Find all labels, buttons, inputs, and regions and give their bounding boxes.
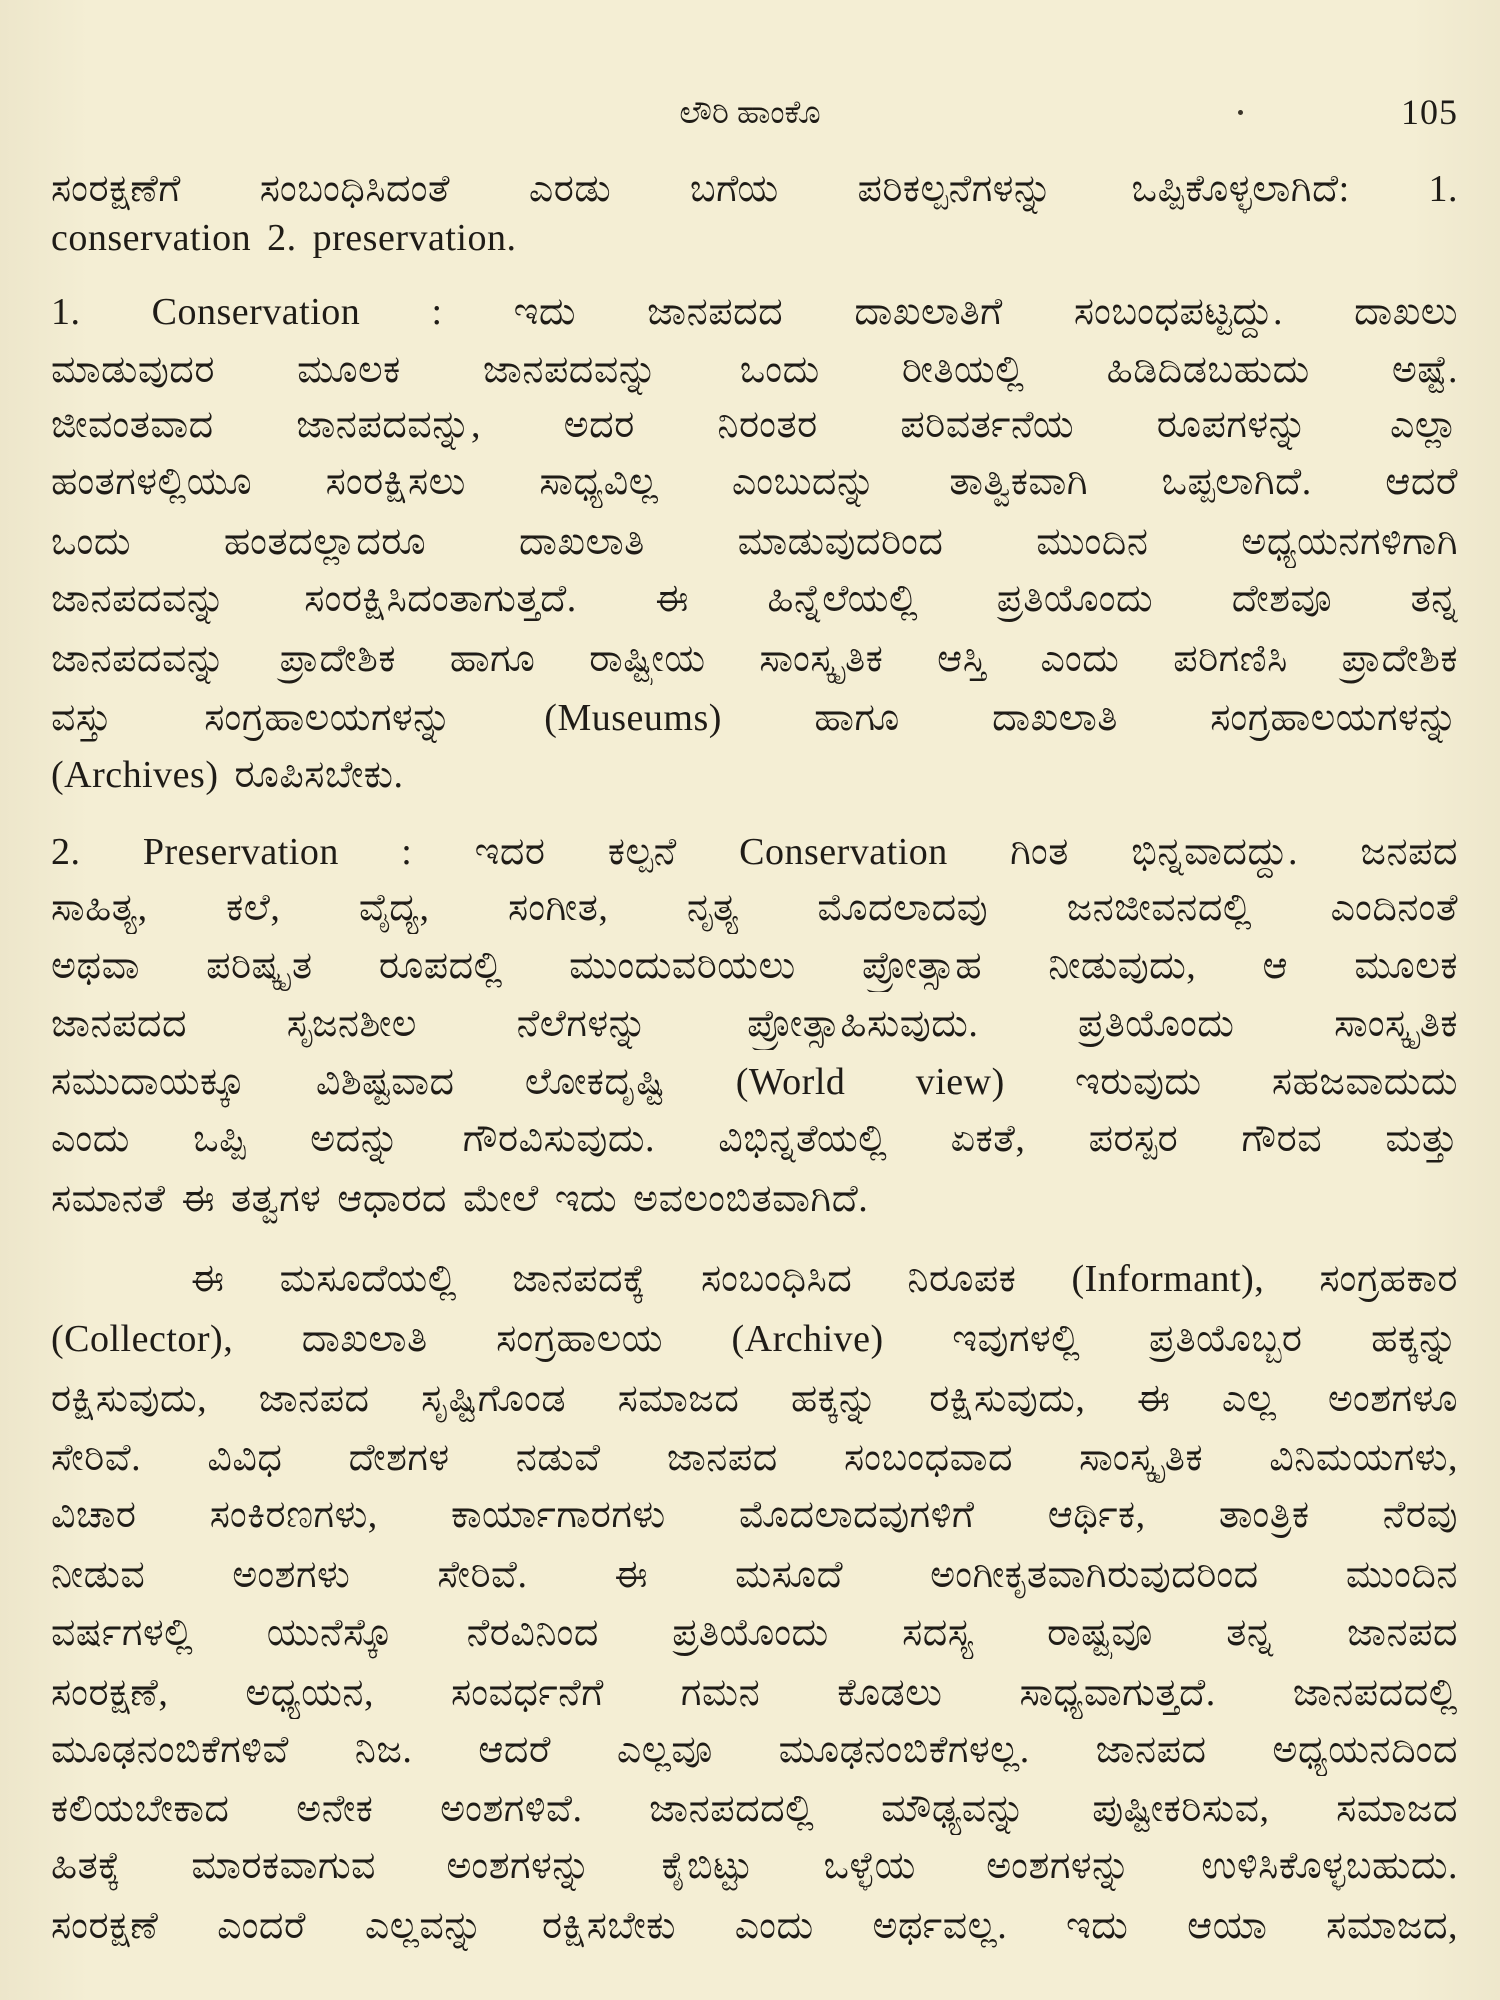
paragraph-4-line-8: ಸಂರಕ್ಷಣೆ, ಅಧ್ಯಯನ, ಸಂವರ್ಧನೆಗೆ ಗಮನ ಕೊಡಲು ಸಾಧ್ಯವಾಗುತ್ತದೆ. ಜಾನಪದದಲ್ಲಿ [51, 1672, 1458, 1714]
paragraph-2-line-2: ಮಾಡುವುದರ ಮೂಲಕ ಜಾನಪದವನ್ನು ಒಂದು ರೀತಿಯಲ್ಲಿ ಹಿಡಿದಿಡಬಹುದು ಅಷ್ಟೆ. [51, 349, 1458, 391]
ink-speck [1238, 110, 1243, 115]
paragraph-3-line-3: ಅಥವಾ ಪರಿಷ್ಕೃತ ರೂಪದಲ್ಲಿ ಮುಂದುವರಿಯಲು ಪ್ರೋತ್ಸಾಹ ನೀಡುವುದು, ಆ ಮೂಲಕ [51, 945, 1458, 987]
paragraph-4-line-6: ನೀಡುವ ಅಂಶಗಳು ಸೇರಿವೆ. ಈ ಮಸೂದೆ ಅಂಗೀಕೃತವಾಗಿರುವುದರಿಂದ ಮುಂದಿನ [51, 1554, 1458, 1596]
paragraph-1-line-1: ಸಂರಕ್ಷಣೆಗೆ ಸಂಬಂಧಿಸಿದಂತೆ ಎರಡು ಬಗೆಯ ಪರಿಕಲ್ಪನೆಗಳನ್ನು ಒಪ್ಪಿಕೊಳ್ಳಲಾಗಿದೆ: 1. [51, 168, 1458, 210]
paragraph-2-line-1: 1. Conservation : ಇದು ಜಾನಪದದ ದಾಖಲಾತಿಗೆ ಸಂಬಂಧಪಟ್ಟದ್ದು. ದಾಖಲು [51, 291, 1458, 333]
paragraph-4-line-1: ಈ ಮಸೂದೆಯಲ್ಲಿ ಜಾನಪದಕ್ಕೆ ಸಂಬಂಧಿಸಿದ ನಿರೂಪಕ (Informant), ಸಂಗ್ರಹಕಾರ [191, 1258, 1458, 1300]
paragraph-3-line-7: ಸಮಾನತೆ ಈ ತತ್ವಗಳ ಆಧಾರದ ಮೇಲೆ ಇದು ಅವಲಂಬಿತವಾಗಿದೆ. [51, 1178, 869, 1220]
running-head: ಲೌರಿ ಹಾಂಕೊ [679, 94, 821, 130]
paragraph-2-line-5: ಒಂದು ಹಂತದಲ್ಲಾದರೂ ದಾಖಲಾತಿ ಮಾಡುವುದರಿಂದ ಮುಂದಿನ ಅಧ್ಯಯನಗಳಿಗಾಗಿ [51, 521, 1458, 563]
paragraph-2-line-7: ಜಾನಪದವನ್ನು ಪ್ರಾದೇಶಿಕ ಹಾಗೂ ರಾಷ್ಟ್ರೀಯ ಸಾಂಸ್ಕೃತಿಕ ಆಸ್ತಿ ಎಂದು ಪರಿಗಣಿಸಿ ಪ್ರಾದೇಶಿಕ [51, 638, 1458, 680]
paragraph-3-line-4: ಜಾನಪದದ ಸೃಜನಶೀಲ ನೆಲೆಗಳನ್ನು ಪ್ರೋತ್ಸಾಹಿಸುವುದು. ಪ್ರತಿಯೊಂದು ಸಾಂಸ್ಕೃತಿಕ [51, 1003, 1458, 1045]
paragraph-4-line-10: ಕಲಿಯಬೇಕಾದ ಅನೇಕ ಅಂಶಗಳಿವೆ. ಜಾನಪದದಲ್ಲಿ ಮೌಢ್ಯವನ್ನು ಪುಷ್ಟೀಕರಿಸುವ, ಸಮಾಜದ [51, 1788, 1458, 1830]
paragraph-1-line-2: conservation 2. preservation. [51, 217, 517, 259]
paragraph-3-line-2: ಸಾಹಿತ್ಯ, ಕಲೆ, ವೈದ್ಯ, ಸಂಗೀತ, ನೃತ್ಯ ಮೊದಲಾದವು ಜನಜೀವನದಲ್ಲಿ ಎಂದಿನಂತೆ [51, 887, 1458, 929]
paragraph-3-line-1: 2. Preservation : ಇದರ ಕಲ್ಪನೆ Conservation ಗಿಂತ ಭಿನ್ನವಾದದ್ದು. ಜನಪದ [51, 831, 1458, 873]
paragraph-4-line-9: ಮೂಢನಂಬಿಕೆಗಳಿವೆ ನಿಜ. ಆದರೆ ಎಲ್ಲವೂ ಮೂಢನಂಬಿಕೆಗಳಲ್ಲ. ಜಾನಪದ ಅಧ್ಯಯನದಿಂದ [51, 1729, 1458, 1771]
paragraph-4-line-4: ಸೇರಿವೆ. ವಿವಿಧ ದೇಶಗಳ ನಡುವೆ ಜಾನಪದ ಸಂಬಂಧವಾದ ಸಾಂಸ್ಕೃತಿಕ ವಿನಿಮಯಗಳು, [51, 1437, 1458, 1479]
paragraph-4-line-11: ಹಿತಕ್ಕೆ ಮಾರಕವಾಗುವ ಅಂಶಗಳನ್ನು ಕೈಬಿಟ್ಟು ಒಳ್ಳೆಯ ಅಂಶಗಳನ್ನು ಉಳಿಸಿಕೊಳ್ಳಬಹುದು. [51, 1845, 1458, 1887]
paragraph-2-line-6: ಜಾನಪದವನ್ನು ಸಂರಕ್ಷಿಸಿದಂತಾಗುತ್ತದೆ. ಈ ಹಿನ್ನೆಲೆಯಲ್ಲಿ ಪ್ರತಿಯೊಂದು ದೇಶವೂ ತನ್ನ [51, 578, 1458, 620]
page-number: 105 [1401, 92, 1458, 132]
paragraph-4-line-2: (Collector), ದಾಖಲಾತಿ ಸಂಗ್ರಹಾಲಯ (Archive) ಇವುಗಳಲ್ಲಿ ಪ್ರತಿಯೊಬ್ಬರ ಹಕ್ಕನ್ನು [51, 1318, 1458, 1360]
paragraph-2-line-8: ವಸ್ತು ಸಂಗ್ರಹಾಲಯಗಳನ್ನು (Museums) ಹಾಗೂ ದಾಖಲಾತಿ ಸಂಗ್ರಹಾಲಯಗಳನ್ನು [51, 697, 1458, 739]
paragraph-4-line-12: ಸಂರಕ್ಷಣೆ ಎಂದರೆ ಎಲ್ಲವನ್ನು ರಕ್ಷಿಸಬೇಕು ಎಂದು ಅರ್ಥವಲ್ಲ. ಇದು ಆಯಾ ಸಮಾಜದ, [51, 1905, 1458, 1947]
paragraph-4-line-5: ವಿಚಾರ ಸಂಕಿರಣಗಳು, ಕಾರ್ಯಾಗಾರಗಳು ಮೊದಲಾದವುಗಳಿಗೆ ಆರ್ಥಿಕ, ತಾಂತ್ರಿಕ ನೆರವು [51, 1494, 1458, 1536]
paragraph-2-line-4: ಹಂತಗಳಲ್ಲಿಯೂ ಸಂರಕ್ಷಿಸಲು ಸಾಧ್ಯವಿಲ್ಲ ಎಂಬುದನ್ನು ತಾತ್ವಿಕವಾಗಿ ಒಪ್ಪಲಾಗಿದೆ. ಆದರೆ [51, 461, 1458, 503]
paragraph-4-line-3: ರಕ್ಷಿಸುವುದು, ಜಾನಪದ ಸೃಷ್ಟಿಗೊಂಡ ಸಮಾಜದ ಹಕ್ಕನ್ನು ರಕ್ಷಿಸುವುದು, ಈ ಎಲ್ಲ ಅಂಶಗಳೂ [51, 1378, 1458, 1420]
paragraph-2-line-3: ಜೀವಂತವಾದ ಜಾನಪದವನ್ನು, ಅದರ ನಿರಂತರ ಪರಿವರ್ತನೆಯ ರೂಪಗಳನ್ನು ಎಲ್ಲಾ [51, 404, 1458, 446]
paragraph-3-line-5: ಸಮುದಾಯಕ್ಕೂ ವಿಶಿಷ್ಟವಾದ ಲೋಕದೃಷ್ಟಿ (World view) ಇರುವುದು ಸಹಜವಾದುದು [51, 1061, 1458, 1103]
paragraph-3-line-6: ಎಂದು ಒಪ್ಪಿ ಅದನ್ನು ಗೌರವಿಸುವುದು. ವಿಭಿನ್ನತೆಯಲ್ಲಿ ಏಕತೆ, ಪರಸ್ಪರ ಗೌರವ ಮತ್ತು [51, 1118, 1458, 1160]
paragraph-4-line-7: ವರ್ಷಗಳಲ್ಲಿ ಯುನೆಸ್ಕೊ ನೆರವಿನಿಂದ ಪ್ರತಿಯೊಂದು ಸದಸ್ಯ ರಾಷ್ಟ್ರವೂ ತನ್ನ ಜಾನಪದ [51, 1612, 1458, 1654]
paragraph-2-line-9: (Archives) ರೂಪಿಸಬೇಕು. [51, 754, 404, 796]
